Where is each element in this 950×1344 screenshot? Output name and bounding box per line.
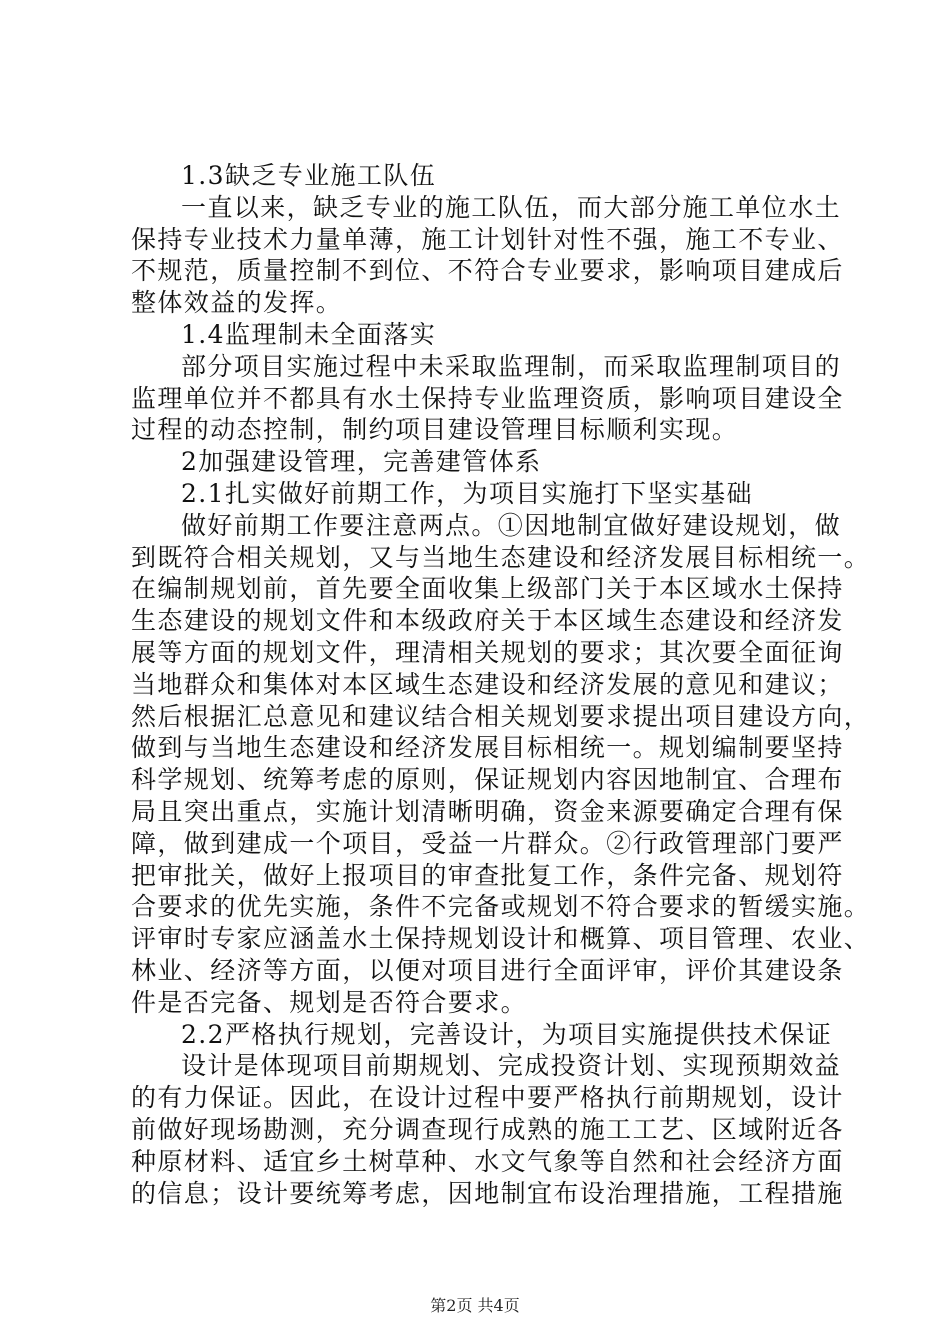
text-line: 不规范，质量控制不到位、不符合专业要求，影响项目建成后 bbox=[131, 256, 844, 286]
text-line: 前做好现场勘测，充分调查现行成熟的施工工艺、区域附近各 bbox=[131, 1114, 844, 1144]
section-heading-2: 2加强建设管理，完善建管体系 bbox=[181, 447, 542, 477]
text-line: 做好前期工作要注意两点。①因地制宜做好建设规划，做 bbox=[181, 510, 842, 540]
text-line: 的信息；设计要统筹考虑，因地制宜布设治理措施，工程措施 bbox=[131, 1178, 844, 1208]
text-line: 种原材料、适宜乡土树草种、水文气象等自然和社会经济方面 bbox=[131, 1146, 844, 1176]
page-footer: 第2页 共4页 bbox=[430, 1296, 520, 1315]
text-line: 一直以来，缺乏专业的施工队伍，而大部分施工单位水土 bbox=[181, 192, 842, 222]
text-line: 整体效益的发挥。 bbox=[131, 288, 343, 318]
text-line: 展等方面的规划文件，理清相关规划的要求；其次要全面征询 bbox=[131, 637, 844, 667]
section-heading-2-1: 2.1扎实做好前期工作，为项目实施打下坚实基础 bbox=[181, 478, 753, 508]
text-line: 局且突出重点，实施计划清晰明确，资金来源要确定合理有保 bbox=[131, 796, 844, 826]
text-line: 做到与当地生态建设和经济发展目标相统一。规划编制要坚持 bbox=[131, 733, 844, 763]
text-line: 件是否完备、规划是否符合要求。 bbox=[131, 987, 528, 1017]
text-line: 生态建设的规划文件和本级政府关于本区域生态建设和经济发 bbox=[131, 606, 844, 636]
text-line: 设计是体现项目前期规划、完成投资计划、实现预期效益 bbox=[181, 1051, 842, 1081]
text-line: 科学规划、统筹考虑的原则，保证规划内容因地制宜、合理布 bbox=[131, 765, 844, 795]
text-line: 当地群众和集体对本区域生态建设和经济发展的意见和建议； bbox=[131, 669, 844, 699]
text-line: 监理单位并不都具有水土保持专业监理资质，影响项目建设全 bbox=[131, 383, 844, 413]
text-line: 过程的动态控制，制约项目建设管理目标顺利实现。 bbox=[131, 415, 739, 445]
text-line: 把审批关，做好上报项目的审查批复工作，条件完备、规划符 bbox=[131, 860, 844, 890]
section-heading-1-3: 1.3缺乏专业施工队伍 bbox=[181, 161, 437, 190]
text-line: 障，做到建成一个项目，受益一片群众。②行政管理部门要严 bbox=[131, 828, 844, 858]
text-line: 然后根据汇总意见和建议结合相关规划要求提出项目建设方向， bbox=[131, 701, 871, 731]
text-line: 部分项目实施过程中未采取监理制，而采取监理制项目的 bbox=[181, 351, 842, 381]
text-line: 林业、经济等方面，以便对项目进行全面评审，评价其建设条 bbox=[131, 955, 844, 985]
section-heading-2-2: 2.2严格执行规划，完善设计，为项目实施提供技术保证 bbox=[181, 1019, 833, 1049]
text-line: 合要求的优先实施，条件不完备或规划不符合要求的暂缓实施。 bbox=[131, 892, 871, 922]
text-line: 的有力保证。因此，在设计过程中要严格执行前期规划，设计 bbox=[131, 1083, 844, 1113]
text-line: 评审时专家应涵盖水土保持规划设计和概算、项目管理、农业、 bbox=[131, 924, 871, 954]
document-body bbox=[131, 160, 871, 1209]
section-heading-1-4: 1.4监理制未全面落实 bbox=[181, 319, 437, 349]
text-line: 保持专业技术力量单薄，施工计划针对性不强，施工不专业、 bbox=[131, 224, 844, 254]
text-line: 在编制规划前，首先要全面收集上级部门关于本区域水土保持 bbox=[131, 574, 844, 604]
text-line: 到既符合相关规划，又与当地生态建设和经济发展目标相统一。 bbox=[131, 542, 871, 572]
